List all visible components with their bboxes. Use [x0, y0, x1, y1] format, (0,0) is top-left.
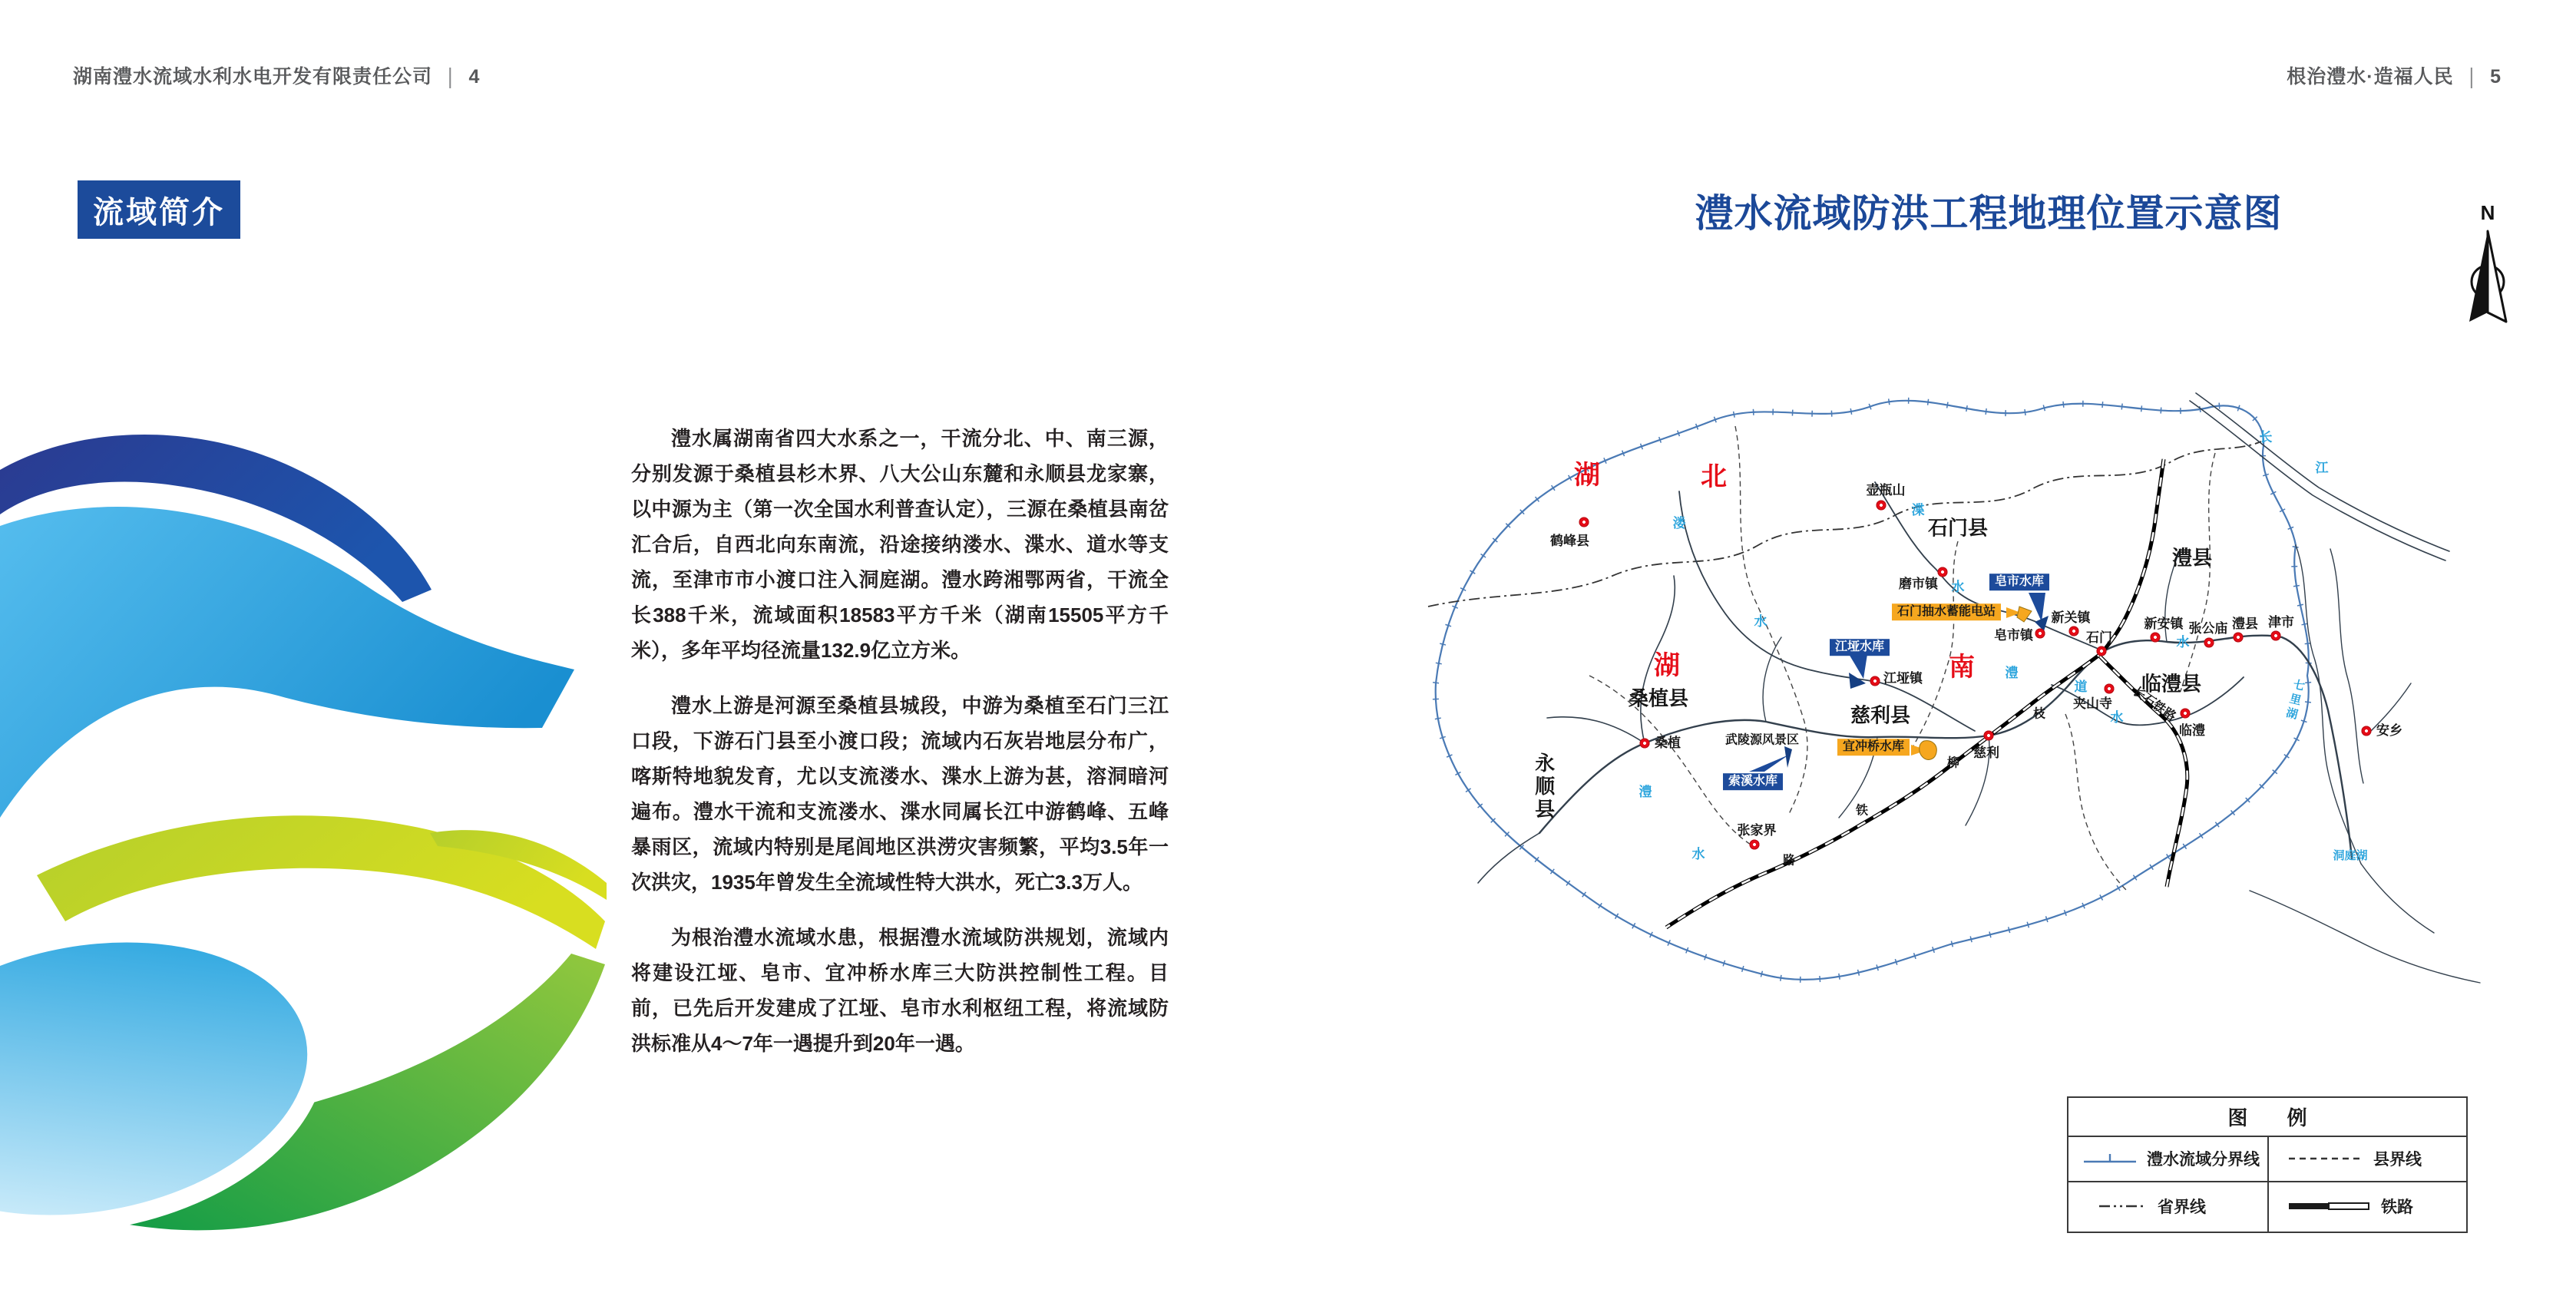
- river-label-changjiang-1: 长: [2259, 430, 2273, 445]
- city-dot: [2362, 726, 2372, 736]
- scenic-label-wulingyuan: 武陵源风景区: [1724, 733, 1800, 747]
- county-label-cili: 慈利县: [1850, 703, 1911, 727]
- legend-label: 省界线: [2158, 1199, 2206, 1216]
- railway-label-liu: 柳: [1946, 756, 1960, 770]
- railway-label-changshi: 长石铁路: [2130, 684, 2178, 724]
- legend-label: 县界线: [2373, 1150, 2422, 1169]
- legend-title: 图 例: [2068, 1098, 2466, 1137]
- city-dot: [1640, 739, 1650, 749]
- county-label-sangzhi: 桑植县: [1628, 686, 1689, 710]
- page-number-right: 5: [2490, 66, 2502, 88]
- header-divider: |: [2469, 64, 2475, 90]
- city-label: 张家界: [1737, 823, 1777, 838]
- legend-item-railway: [2287, 1182, 2413, 1230]
- railway-line-icon: [2287, 1199, 2372, 1214]
- railway-label-tie: 铁: [1855, 804, 1869, 818]
- header-left: [73, 61, 480, 89]
- county-boundary-line-icon: [2287, 1151, 2364, 1166]
- callout-jiangya-reservoir: 江垭水库: [1830, 639, 1890, 656]
- logo-cyan-arc: [0, 507, 574, 818]
- city-label: 石门: [2086, 630, 2112, 646]
- county-label-lixian: 澧县: [2171, 546, 2213, 570]
- province-label-hunan-2: 南: [1949, 653, 1975, 683]
- city-dot: [2069, 627, 2079, 636]
- river-label-lou: 溇: [1672, 516, 1686, 531]
- paragraph-3: 为根治澧水流域水患，根据澧水流域防洪规划，流域内将建设江垭、皂市、宜冲桥水库三大防洪控制性工程。目前，已先后开发建成了江垭、皂市水利枢纽工程，将流域防洪标准从4～7年一遇提升到20年一遇。: [631, 926, 1169, 1055]
- map-label-layer: [1405, 353, 2503, 1006]
- compass-north-label: N: [2480, 201, 2495, 224]
- map-legend: [2067, 1096, 2468, 1233]
- city-label: 张公庙: [2188, 621, 2228, 636]
- legend-item-county-boundary: [2287, 1136, 2422, 1181]
- city-dot: [2204, 638, 2214, 648]
- paragraph-2: 澧水上游是河源至桑植县城段，中游为桑植至石门三江口段，下游石门县至小渡口段；流域内石灰岩地层分布广，喀斯特地貌发育，尤以支流溇水、渫水上游为甚，溶洞暗河遍布。澧水干流和支流溇水、渫水同属长江中游鹤峰、五峰暴雨区，流域内特别是尾闾地区洪涝灾害频繁，平均3.5年一次洪灾，1935年曾发生全流域性特大洪水，死亡3.3万人。: [631, 694, 1169, 894]
- paragraph-1: 澧水属湖南省四大水系之一，干流分北、中、南三源，分别发源于桑植县杉木界、八大公山东麓和永顺县龙家寨，以中源为主（第一次全国水利普查认定），三源在桑植县南岔汇合后，自西北向东南流，沿途接纳溇水、渫水、道水等支流，至津市市小渡口注入洞庭湖。澧水跨湘鄂两省，干流全长388千米，流域面积18583平方千米（湖南15505平方千米），多年平均径流量132.9亿立方米。: [631, 427, 1169, 662]
- city-label: 安乡: [2376, 723, 2402, 739]
- county-label-yongshun: 永顺县: [1532, 752, 1556, 822]
- body-text: [631, 421, 1169, 1081]
- callout-shimen-pumped-storage: 石门抽水蓄能电站: [1892, 603, 2001, 620]
- city-label: 江垭镇: [1883, 671, 1923, 686]
- province-boundary-line-icon: [2098, 1199, 2148, 1214]
- river-label-xie: 渫: [1911, 503, 1925, 518]
- city-label: 鹤峰县: [1550, 534, 1589, 549]
- legend-divider-vertical: [2267, 1136, 2269, 1232]
- header-divider: |: [448, 64, 454, 90]
- river-label-li-upper: 澧: [1639, 785, 1652, 800]
- page-number-left: 4: [468, 66, 481, 88]
- header-right: [2287, 61, 2502, 89]
- city-dot: [2105, 684, 2115, 694]
- city-label: 磨市镇: [1899, 577, 1938, 592]
- city-dot: [2181, 709, 2191, 719]
- city-label: 桑植: [1655, 736, 1681, 751]
- callout-yichongqiao-reservoir: 宜冲桥水库: [1837, 739, 1910, 755]
- city-dot: [2035, 629, 2045, 639]
- city-dot: [1984, 731, 1994, 741]
- callout-zaoshi-reservoir: 皂市水库: [1989, 574, 2049, 590]
- city-label: 夹山寺: [2073, 696, 2112, 712]
- city-label: 新安镇: [2144, 617, 2184, 632]
- railway-label-zhi: 枝: [2032, 707, 2046, 721]
- lake-label-qilihu: 七里湖: [2283, 677, 2306, 723]
- city-dot: [1870, 676, 1880, 686]
- city-dot: [2151, 633, 2161, 643]
- city-dot: [1938, 567, 1948, 577]
- county-label-linli: 临澧县: [2141, 672, 2202, 696]
- city-label: 慈利: [1973, 746, 1999, 761]
- city-label: 临澧: [2179, 723, 2205, 739]
- city-dot: [1750, 840, 1760, 850]
- county-label-shimen: 石门县: [1927, 516, 1989, 540]
- province-label-hubei-1: 湖: [1574, 461, 1600, 491]
- river-label-changjiang-2: 江: [2315, 461, 2329, 476]
- section-title: 流域简介: [93, 195, 225, 230]
- railway-label-lu: 路: [1782, 854, 1796, 868]
- river-label-li-upper-shui: 水: [1691, 847, 1705, 862]
- city-label: 壶瓶山: [1866, 483, 1906, 498]
- callout-suoxi-reservoir: 索溪水库: [1723, 773, 1783, 790]
- compass: [2461, 201, 2515, 329]
- province-label-hubei-2: 北: [1701, 462, 1727, 492]
- legend-label: 铁路: [2381, 1199, 2413, 1216]
- province-label-hunan-1: 湖: [1654, 651, 1680, 681]
- city-label: 津市: [2268, 615, 2294, 630]
- river-label-dao-shui: 水: [2110, 710, 2124, 726]
- city-label: 澧县: [2232, 617, 2258, 632]
- river-label-lou-shui: 水: [1754, 614, 1767, 630]
- map-title: 澧水流域防洪工程地理位置示意图: [1695, 192, 2283, 235]
- city-dot: [1877, 501, 1887, 511]
- city-dot: [2097, 646, 2107, 656]
- legend-item-basin-boundary: [2082, 1136, 2260, 1181]
- city-label: 皂市镇: [1994, 628, 2033, 643]
- river-label-dao: 道: [2074, 679, 2088, 695]
- river-label-xie-shui: 水: [1951, 580, 1965, 595]
- river-label-li-mid-shui: 水: [2176, 635, 2190, 650]
- city-dot: [2271, 631, 2281, 641]
- legend-label: 澧水流域分界线: [2147, 1150, 2260, 1169]
- river-label-li-mid: 澧: [2005, 666, 2019, 681]
- legend-item-province-boundary: [2098, 1182, 2206, 1230]
- company-name: 湖南澧水流域水利水电开发有限责任公司: [73, 66, 433, 88]
- city-label: 新关镇: [2051, 610, 2091, 626]
- slogan: 根治澧水·造福人民: [2287, 66, 2454, 88]
- basin-boundary-line-icon: [2082, 1151, 2138, 1166]
- section-title-box: [78, 180, 240, 239]
- lake-label-dongtinghu: 洞庭湖: [2333, 849, 2368, 863]
- city-dot: [1579, 517, 1589, 527]
- city-dot: [2234, 633, 2244, 643]
- north-arrow-icon: [2465, 226, 2511, 325]
- flood-control-map: [1405, 353, 2503, 1006]
- company-logo: [0, 399, 607, 1282]
